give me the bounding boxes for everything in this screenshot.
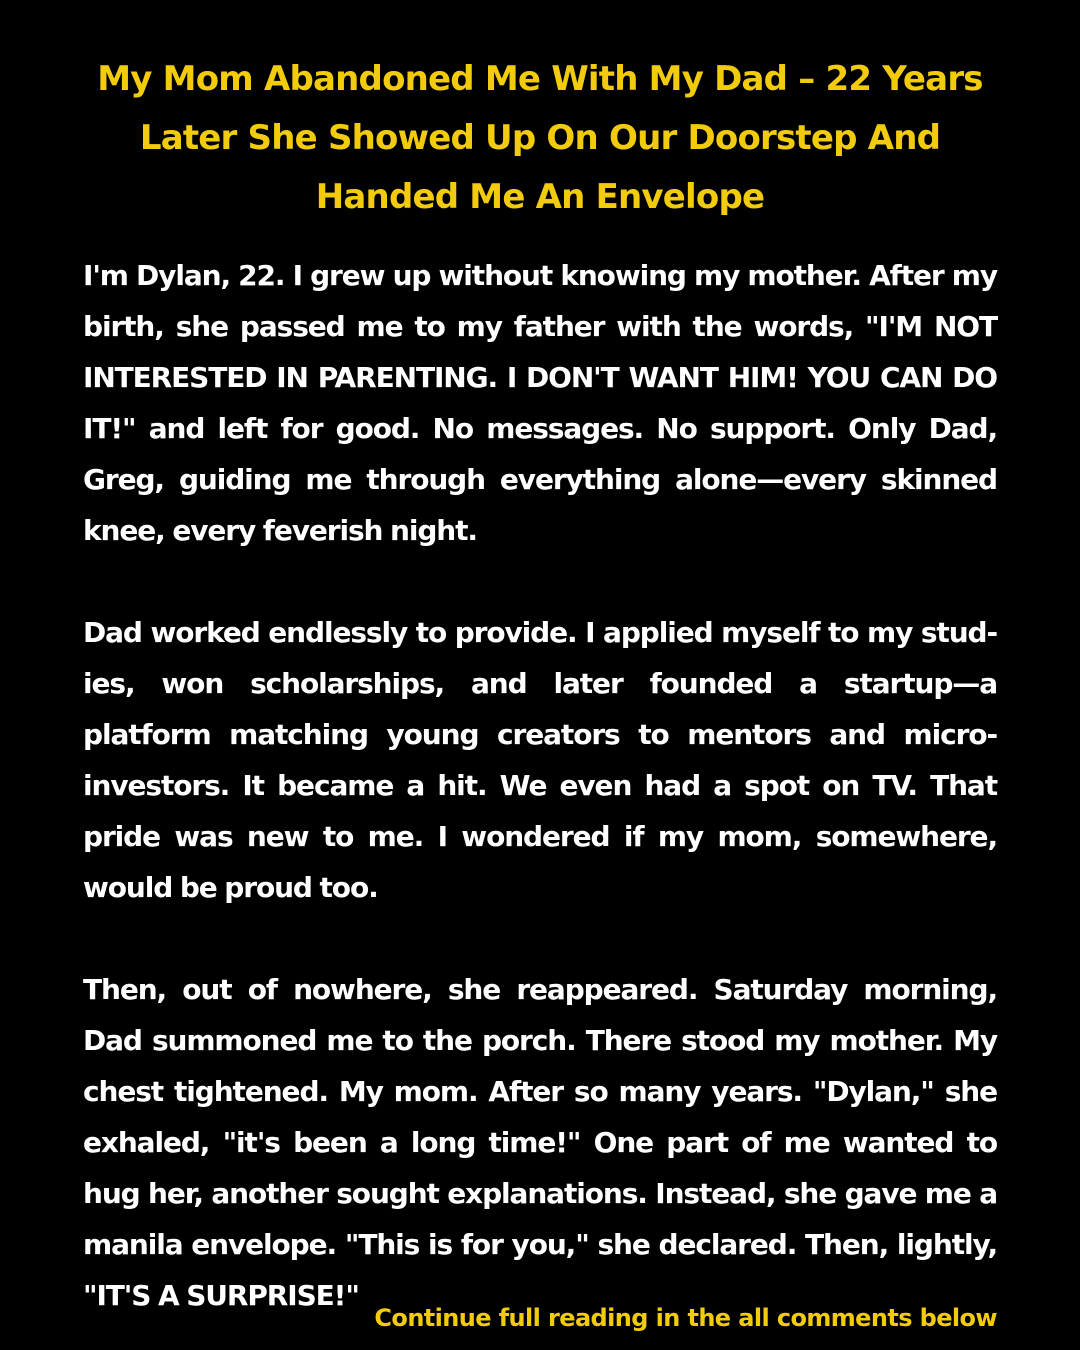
story-title: My Mom Abandoned Me With My Dad – 22 Years Later She Showed Up On Our Doorstep And Handed Me An Envelope <box>97 59 983 217</box>
story-paragraph: Dad worked endlessly to provide. I applied myself to my stud-ies, won scholarships, and later founded a startup—a platform matching young creators to mentors and micro-investors. It became a hit. We even had a spot on TV. That pride was new to me. I wondered if my mom, somewhere, would be proud too. <box>83 616 997 904</box>
story-paragraph: Then, out of nowhere, she reappeared. Saturday morning, Dad summoned me to the porch. There stood my mother. My chest tightened. My mom. After so many years. "Dylan," she exhaled, "it's been a long time!" One part of me wanted to hug her, another sought explanations. Instead, she gave me a manila envelope. "This is for you," she declared. Then, lightly, "IT'S A SURPRISE!" <box>83 973 997 1312</box>
story-body <box>83 250 997 1312</box>
continue-reading-note: Continue full reading in the all comments below <box>374 1304 997 1332</box>
story-paragraph: I'm Dylan, 22. I grew up without knowing my mother. After my birth, she passed me to my father with the words, "I'M NOT INTERESTED IN PARENTING. I DON'T WANT HIM! YOU CAN DO IT!" and left for good. No messages. No support. Only Dad, Greg, guiding me through everything alone—every skinned knee, every feverish night. <box>83 259 997 547</box>
